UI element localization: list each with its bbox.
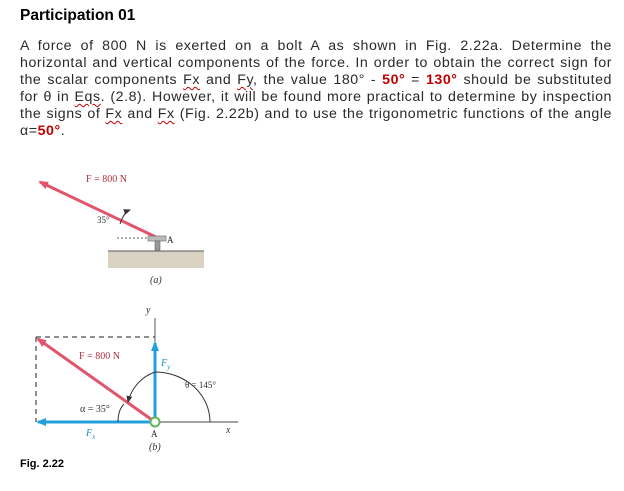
figure-label: Fig. 2.22 (20, 458, 65, 470)
bolt-head (148, 236, 166, 241)
figure-a (40, 174, 204, 286)
x-axis-label: x (226, 425, 231, 436)
y-axis-label: y (146, 305, 151, 316)
angle-label: 35° (97, 215, 110, 225)
figure-b (36, 305, 238, 453)
fx-label-main: F (86, 428, 93, 439)
text-segment: . (60, 123, 66, 139)
force-arrow (40, 182, 158, 238)
fx-term: Fx (183, 72, 201, 88)
text-segment: A force of 800 N is exerted on a bolt A as shown in Fig. 2.22a. Determine the horizontal and vertical components of the force. In order to obtain the correct sign for the scalar components (20, 38, 612, 88)
point-a-label: A (151, 429, 158, 439)
force-label: F = 800 N (79, 351, 120, 362)
alpha-label: α = 35° (80, 404, 110, 415)
fx-label (85, 428, 96, 441)
fy-label-sub: y (167, 363, 171, 371)
text-segment: and (122, 106, 158, 122)
theta-label: θ = 145° (185, 380, 216, 390)
angle-value: 50° (382, 72, 406, 88)
caption-a: (a) (150, 275, 162, 286)
fx-label-sub: x (92, 433, 96, 441)
fy-term: Fy (237, 72, 254, 88)
point-a-marker (151, 418, 160, 427)
fx-term: Fx (157, 106, 175, 122)
text-segment: = (405, 72, 426, 88)
alpha-value: 50° (37, 123, 61, 139)
theta-arc-left (128, 372, 155, 402)
fy-label-main: F (161, 358, 168, 369)
alpha-arc (118, 404, 124, 422)
support-base (108, 251, 204, 268)
participation-title: Participation 01 (20, 7, 136, 24)
fy-label (160, 358, 171, 371)
text-segment: , the value 180° - (253, 72, 383, 88)
text-segment: and (200, 72, 238, 88)
angle-result: 130° (425, 72, 458, 88)
text-segment: . (2.8). However, it will be found more practical to determine by inspection the signs of (20, 89, 612, 122)
caption-b: (b) (149, 442, 161, 453)
bolt-shank (155, 241, 160, 250)
text-segment: should be substituted for θ in (20, 72, 612, 105)
eqs-term: Eqs (74, 89, 101, 105)
point-a-label: A (167, 235, 174, 245)
force-label: F = 800 N (86, 174, 127, 185)
fx-term: Fx (105, 106, 123, 122)
text-segment: (Fig. 2.22b) and to use the trigonometric functions of the angle α= (20, 106, 612, 139)
